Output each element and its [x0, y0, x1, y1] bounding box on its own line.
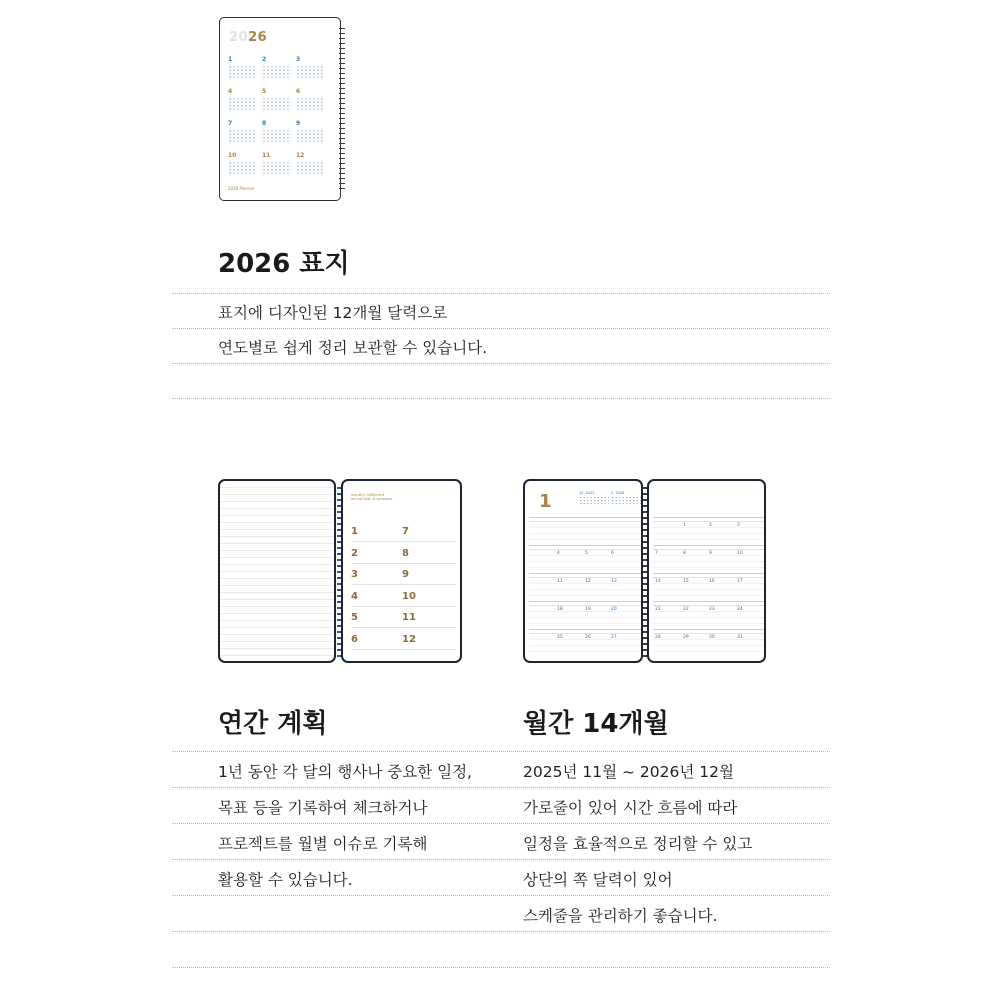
- calendar-time-line: [529, 589, 641, 590]
- calendar-time-line: [529, 561, 641, 562]
- calendar-week-line: [653, 577, 764, 578]
- plan-month-label: 2: [351, 547, 358, 559]
- plan-row-line: [351, 563, 456, 564]
- calendar-time-line: [529, 567, 641, 568]
- plan-month-label: 3: [351, 569, 358, 580]
- cover-month-days: [228, 129, 256, 143]
- calendar-time-line: [529, 539, 641, 540]
- monthly-grid-right: [649, 481, 766, 663]
- calendar-time-line: [529, 651, 641, 652]
- calendar-time-line: [653, 595, 764, 596]
- calendar-time-line: [529, 527, 641, 528]
- monthly-left-page: [523, 479, 643, 663]
- calendar-time-line: [529, 533, 641, 534]
- cover-month-number: 1: [228, 56, 233, 63]
- dotted-rule: [172, 967, 830, 968]
- plan-month-label: 1: [351, 526, 358, 537]
- calendar-day: 7: [655, 551, 658, 556]
- cover-month-days: [296, 65, 324, 79]
- calendar-day: 4: [557, 551, 560, 556]
- calendar-day: 14: [655, 579, 661, 584]
- calendar-time-line: [653, 617, 764, 618]
- calendar-day: 6: [611, 551, 614, 556]
- plan-month-label: 10: [402, 590, 416, 602]
- calendar-day: 24: [737, 607, 743, 612]
- calendar-day: 31: [737, 635, 743, 640]
- plan-row-line: [351, 541, 456, 542]
- calendar-week-line: [529, 633, 641, 634]
- mini-calendar-prev-label: 12. 2025: [579, 491, 595, 495]
- cover-month-days: [262, 97, 290, 111]
- cover-mini-month: [296, 56, 330, 88]
- cover-month-number: 3: [296, 56, 301, 63]
- calendar-time-line: [653, 539, 764, 540]
- section-annual-line: 프로젝트를 월별 이슈로 기록해: [218, 835, 428, 853]
- calendar-week-line: [529, 605, 641, 606]
- section-cover-title: 2026 표지: [218, 249, 350, 279]
- dotted-rule: [172, 895, 830, 896]
- calendar-day: 11: [557, 579, 563, 584]
- cover-month-days: [296, 129, 324, 143]
- cover-month-days: [262, 129, 290, 143]
- plan-month-label: 8: [402, 547, 409, 559]
- calendar-week-line: [653, 573, 764, 574]
- section-monthly-line: 가로줄이 있어 시간 흐름에 따라: [523, 799, 738, 817]
- calendar-day: 20: [611, 607, 617, 612]
- calendar-day: 26: [585, 635, 591, 640]
- dotted-rule: [172, 328, 830, 329]
- plan-row-line: [351, 584, 456, 585]
- calendar-time-line: [529, 595, 641, 596]
- plan-month-label: 6: [351, 633, 358, 645]
- calendar-time-line: [529, 645, 641, 646]
- calendar-day: 15: [683, 579, 689, 584]
- calendar-time-line: [653, 589, 764, 590]
- monthly-right-page: [647, 479, 766, 663]
- calendar-day: 28: [655, 635, 661, 640]
- dotted-rule: [172, 398, 830, 399]
- section-cover-line: 연도별로 쉽게 정리 보관할 수 있습니다.: [218, 339, 488, 357]
- cover-year: 2026: [229, 30, 268, 45]
- calendar-day: 10: [737, 551, 743, 556]
- calendar-day: 1: [683, 523, 686, 528]
- calendar-day: 9: [709, 551, 712, 556]
- cover-month-number: 10: [228, 152, 237, 159]
- section-annual-line: 1년 동안 각 달의 행사나 중요한 일정,: [218, 763, 472, 781]
- cover-month-days: [228, 161, 256, 175]
- calendar-time-line: [653, 651, 764, 652]
- calendar-week-line: [529, 573, 641, 574]
- cover-mini-month: [262, 56, 296, 88]
- section-cover-line: 표지에 디자인된 12개월 달력으로: [218, 304, 448, 322]
- calendar-week-line: [653, 629, 764, 630]
- calendar-week-line: [529, 521, 641, 522]
- section-annual-line: 활용할 수 있습니다.: [218, 871, 353, 889]
- plan-row-line: [351, 606, 456, 607]
- cover-mini-month: [262, 152, 296, 184]
- calendar-time-line: [653, 567, 764, 568]
- calendar-day: 8: [683, 551, 686, 556]
- plan-month-label: 11: [402, 612, 416, 623]
- cover-month-number: 9: [296, 120, 301, 127]
- cover-footer: 2026 Planner: [228, 186, 255, 191]
- mini-calendar-next-label: 2. 2026: [611, 491, 625, 495]
- monthly-grid-left: [525, 481, 643, 663]
- calendar-week-line: [653, 517, 764, 518]
- calendar-week-line: [653, 545, 764, 546]
- section-annual-title: 연간 계획: [218, 709, 328, 739]
- calendar-day: 29: [683, 635, 689, 640]
- dotted-rule: [172, 751, 830, 752]
- dotted-rule: [172, 823, 830, 824]
- calendar-week-line: [653, 605, 764, 606]
- plan-row-line: [351, 627, 456, 628]
- annual-header: monthly fulfillment annual plan & schedule: [351, 493, 393, 501]
- calendar-day: 27: [611, 635, 617, 640]
- dotted-rule: [172, 931, 830, 932]
- calendar-time-line: [529, 623, 641, 624]
- calendar-week-line: [653, 633, 764, 634]
- cover-month-number: 8: [262, 120, 267, 127]
- calendar-day: 5: [585, 551, 588, 556]
- plan-row-line: [351, 649, 456, 650]
- dotted-rule: [172, 363, 830, 364]
- cover-month-number: 11: [262, 152, 271, 159]
- calendar-day: 25: [557, 635, 563, 640]
- calendar-day: 18: [557, 607, 563, 612]
- cover-month-days: [262, 161, 290, 175]
- plan-month-label: 5: [351, 612, 358, 623]
- section-monthly-line: 2025년 11월 ~ 2026년 12월: [523, 763, 734, 781]
- section-monthly-title: 월간 14개월: [523, 709, 669, 739]
- plan-month-label: 12: [402, 633, 416, 645]
- calendar-week-line: [529, 517, 641, 518]
- cover-mini-month: [296, 120, 330, 152]
- calendar-week-line: [653, 549, 764, 550]
- plan-month-label: 4: [351, 590, 358, 602]
- cover-month-days: [228, 97, 256, 111]
- plan-month-label: 9: [402, 569, 409, 580]
- spiral-binding: [339, 28, 345, 192]
- calendar-day: 30: [709, 635, 715, 640]
- section-monthly-line: 일정을 효율적으로 정리할 수 있고: [523, 835, 753, 853]
- calendar-time-line: [653, 623, 764, 624]
- dotted-rule: [172, 859, 830, 860]
- calendar-week-line: [529, 577, 641, 578]
- calendar-day: 22: [683, 607, 689, 612]
- cover-mini-month: [228, 152, 262, 184]
- calendar-time-line: [653, 561, 764, 562]
- calendar-day: 2: [709, 523, 712, 528]
- annual-left-page: [218, 479, 336, 663]
- cover-month-number: 12: [296, 152, 305, 159]
- section-monthly-line: 상단의 쪽 달력이 있어: [523, 871, 673, 889]
- cover-month-days: [228, 65, 256, 79]
- cover-month-number: 6: [296, 88, 301, 95]
- cover-mini-month: [296, 152, 330, 184]
- calendar-week-line: [529, 545, 641, 546]
- section-annual-line: 목표 등을 기록하여 체크하거나: [218, 799, 428, 817]
- calendar-day: 23: [709, 607, 715, 612]
- cover-month-number: 7: [228, 120, 233, 127]
- calendar-time-line: [653, 645, 764, 646]
- cover-month-days: [296, 97, 324, 111]
- cover-mini-month: [296, 88, 330, 120]
- cover-month-number: 4: [228, 88, 233, 95]
- dotted-rule: [172, 787, 830, 788]
- cover-month-days: [262, 65, 290, 79]
- cover-mini-month: [228, 120, 262, 152]
- cover-month-days: [296, 161, 324, 175]
- calendar-day: 17: [737, 579, 743, 584]
- month-number: 1: [539, 491, 552, 512]
- calendar-week-line: [529, 549, 641, 550]
- calendar-week-line: [653, 601, 764, 602]
- cover-month-number: 2: [262, 56, 267, 63]
- calendar-week-line: [529, 629, 641, 630]
- annual-right-page: [341, 479, 462, 663]
- annual-month-list: [343, 481, 462, 663]
- cover-mini-month: [228, 88, 262, 120]
- calendar-time-line: [653, 533, 764, 534]
- cover-month-number: 5: [262, 88, 267, 95]
- calendar-day: 13: [611, 579, 617, 584]
- section-monthly-line: 스케줄을 관리하기 좋습니다.: [523, 907, 718, 925]
- cover-mini-month: [262, 88, 296, 120]
- calendar-day: 16: [709, 579, 715, 584]
- calendar-week-line: [653, 521, 764, 522]
- calendar-week-line: [529, 601, 641, 602]
- calendar-day: 19: [585, 607, 591, 612]
- cover-thumbnail: [219, 17, 341, 201]
- calendar-day: 12: [585, 579, 591, 584]
- cover-month-grid: [228, 56, 332, 184]
- plan-month-label: 7: [402, 526, 409, 537]
- cover-mini-month: [228, 56, 262, 88]
- dotted-rule: [172, 293, 830, 294]
- calendar-time-line: [529, 617, 641, 618]
- calendar-day: 21: [655, 607, 661, 612]
- cover-mini-month: [262, 120, 296, 152]
- calendar-day: 3: [737, 523, 740, 528]
